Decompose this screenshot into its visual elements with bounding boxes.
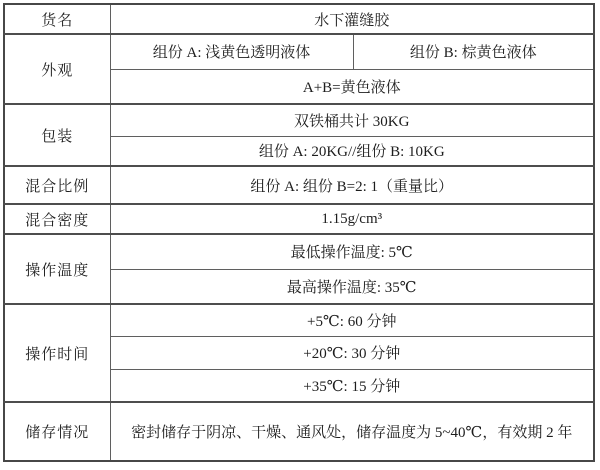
cell-operating-temperature-min: 最低操作温度: 5℃ [110, 234, 594, 269]
cell-appearance-component-a: 组份 A: 浅黄色透明液体 [110, 34, 353, 69]
cell-operating-temperature-max: 最高操作温度: 35℃ [110, 269, 594, 304]
row-label-storage: 储存情况 [4, 402, 110, 461]
cell-goods-name-value: 水下灌缝胶 [110, 4, 594, 34]
row-label-mix-ratio: 混合比例 [4, 166, 110, 204]
cell-operating-time-at-20c: +20℃: 30 分钟 [110, 336, 594, 369]
cell-appearance-component-b: 组份 B: 棕黄色液体 [353, 34, 594, 69]
cell-packaging-total: 双铁桶共计 30KG [110, 104, 594, 136]
row-label-mix-density: 混合密度 [4, 204, 110, 234]
product-spec-table [3, 3, 595, 462]
cell-storage-value: 密封储存于阴凉、干燥、通风处，储存温度为 5~40℃，有效期 2 年 [110, 402, 594, 461]
cell-mix-density-value: 1.15g/cm³ [110, 204, 594, 234]
row-label-packaging: 包装 [4, 104, 110, 166]
cell-operating-time-at-5c: +5℃: 60 分钟 [110, 304, 594, 336]
cell-mix-ratio-value: 组份 A: 组份 B=2: 1（重量比） [110, 166, 594, 204]
cell-appearance-mixture: A+B=黄色液体 [110, 69, 594, 104]
cell-operating-time-at-35c: +35℃: 15 分钟 [110, 369, 594, 402]
row-label-appearance: 外观 [4, 34, 110, 104]
row-label-operating-temperature: 操作温度 [4, 234, 110, 304]
row-label-goods-name: 货名 [4, 4, 110, 34]
row-label-operating-time: 操作时间 [4, 304, 110, 402]
cell-packaging-split: 组份 A: 20KG//组份 B: 10KG [110, 136, 594, 166]
